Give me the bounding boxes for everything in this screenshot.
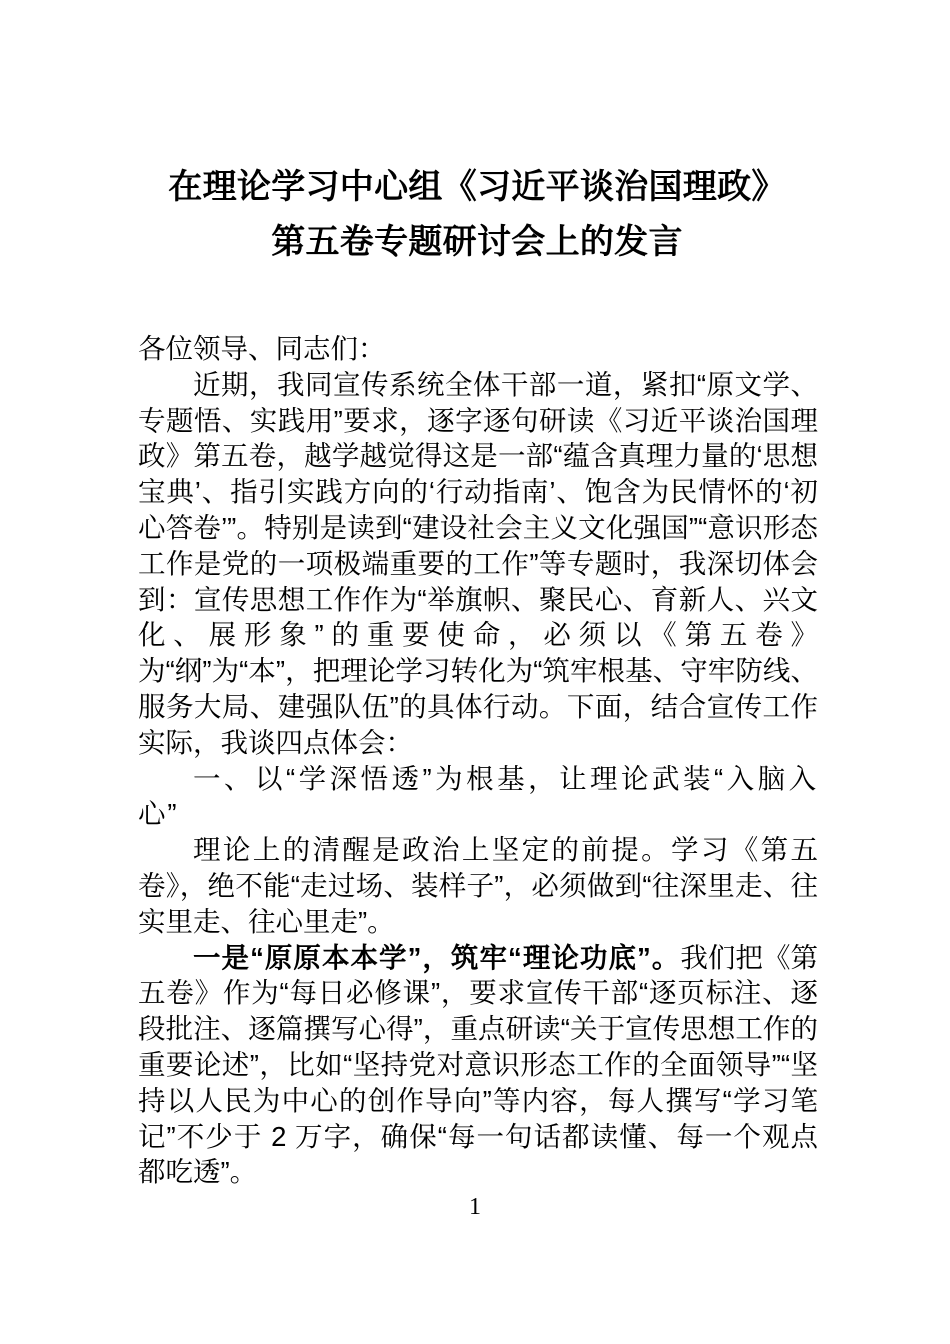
paragraph-point-one-lead: 一是“原原本本学”，筑牢“理论功底”。 <box>193 941 681 973</box>
title-line-1: 在理论学习中心组《习近平谈治国理政》 <box>168 168 786 206</box>
document-body <box>138 331 818 1190</box>
document-title <box>138 160 816 270</box>
paragraph-point-one-body: 我们把《第五卷》作为“每日必修课”，要求宣传干部“逐页标注、逐段批注、逐篇撰写心得”，重点研读“关于宣传思想工作的重要论述”，比如“坚持党对意识形态工作的全面领导”“坚持以人民为中心的创作导向”等内容，每人撰写“学习笔记”不少于 2 万字，确保“每一句话都读懂、每一个观点都吃透”。 <box>138 941 819 1188</box>
salutation: 各位领导、同志们： <box>138 333 386 364</box>
section-heading-one: 一、以“学深悟透”为根基，让理论武装“入脑入心” <box>138 762 818 830</box>
paragraph-opening: 近期，我同宣传系统全体干部一道，紧扣“原文学、专题悟、实践用”要求，逐字逐句研读《习近平谈治国理政》第五卷，越学越觉得这是一部“蕴含真理力量的‘思想宝典’、指引实践方向的‘行动指南’、饱含为民情怀的‘初心答卷’”。特别是读到“建设社会主义文化强国”“意识形态工作是党的一项极端重要的工作”等专题时，我深切体会到：宣传思想工作作为“举旗帜、聚民心、育新人、兴文化、展形象”的重要使命，必须以《第五卷》为“纲”为“本”，把理论学习转化为“筑牢根基、守牢防线、服务大局、建强队伍”的具体行动。下面，结合宣传工作实际，我谈四点体会： <box>138 368 818 758</box>
paragraph-theory-clarity: 理论上的清醒是政治上坚定的前提。学习《第五卷》，绝不能“走过场、装样子”，必须做到“往深里走、往实里走、往心里走”。 <box>138 834 818 937</box>
page-number: 1 <box>469 1194 481 1220</box>
title-line-2: 第五卷专题研讨会上的发言 <box>271 223 683 262</box>
paragraph-point-one <box>138 940 818 1191</box>
